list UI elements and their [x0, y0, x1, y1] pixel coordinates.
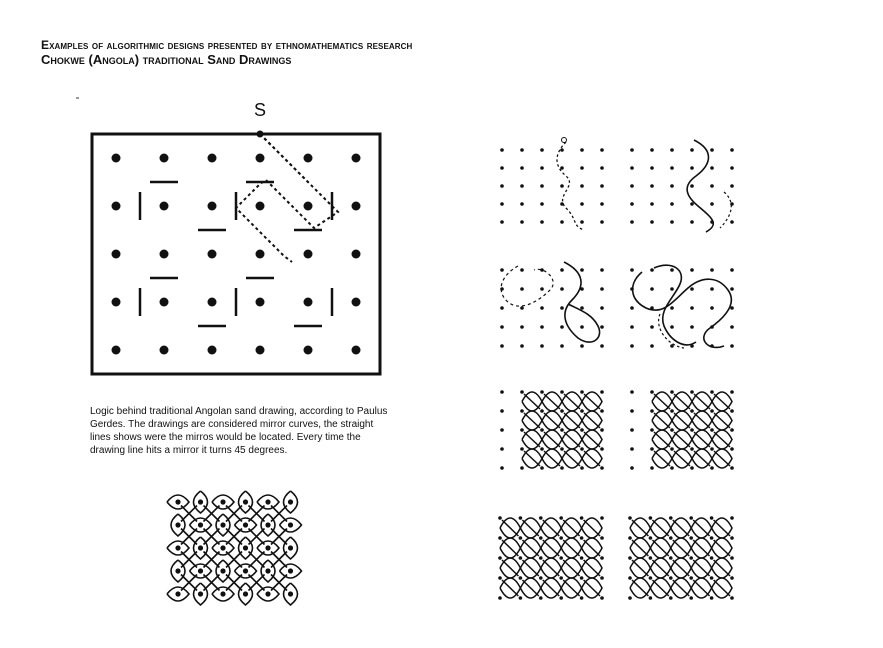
start-label: S	[254, 100, 267, 120]
grid-dots	[112, 154, 361, 355]
mirror-grid-figure	[88, 128, 386, 378]
drawing-step-7	[492, 504, 610, 608]
traced-path	[236, 134, 338, 262]
drawing-step-2	[624, 136, 740, 232]
completed-sand-drawing	[166, 490, 304, 606]
stray-mark	[76, 97, 79, 99]
drawing-step-1	[494, 136, 610, 232]
drawing-step-3	[494, 256, 610, 356]
drawing-step-6	[624, 378, 740, 478]
mirror-lines	[140, 182, 332, 326]
page-title: Examples of algorithmic designs presented by ethnomathematics research	[41, 38, 413, 52]
drawing-step-5	[494, 378, 610, 478]
page-subtitle: Chokwe (Angola) traditional Sand Drawings	[41, 52, 292, 67]
figure-caption: Logic behind traditional Angolan sand drawing, according to Paulus Gerdes. The drawings are considered mirror curves, the straight lines shows were the mirros would be located. Every time the drawing line hits a mirror it turns 45 degrees.	[90, 406, 388, 456]
drawing-step-8	[622, 504, 740, 608]
drawing-step-4	[624, 256, 740, 356]
